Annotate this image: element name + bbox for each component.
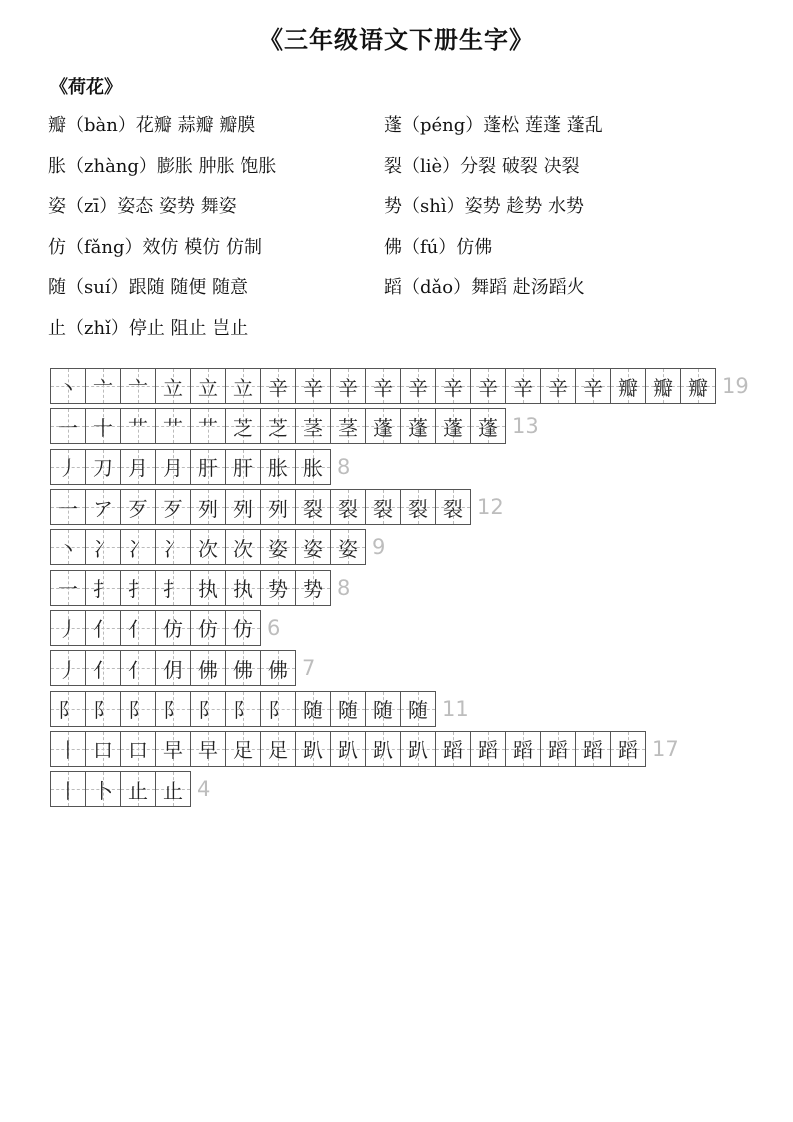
stroke-cell — [261, 369, 296, 403]
stroke-cell — [156, 611, 191, 645]
stroke-cell — [226, 571, 261, 605]
stroke-glyph: 十 — [93, 415, 113, 440]
stroke-glyph: 列 — [268, 496, 288, 521]
stroke-glyph: 冫 — [128, 536, 148, 561]
stroke-grid — [50, 529, 366, 565]
stroke-cell — [226, 692, 261, 726]
vocab-entry: 蹈（dǎo）舞蹈 赴汤蹈火 — [384, 277, 585, 299]
stroke-count: 9 — [372, 535, 386, 560]
stroke-cell — [156, 651, 191, 685]
stroke-count: 6 — [267, 615, 281, 640]
stroke-cell — [191, 611, 226, 645]
stroke-glyph: 茎 — [338, 415, 358, 440]
stroke-count: 12 — [477, 495, 504, 520]
stroke-cell — [436, 732, 471, 766]
vocab-entry: 蓬（péng）蓬松 莲蓬 蓬乱 — [384, 115, 603, 136]
stroke-glyph: 裂 — [338, 496, 358, 521]
stroke-cell — [331, 530, 366, 564]
stroke-cell — [156, 571, 191, 605]
vocab-entry: 佛（fú）仿佛 — [384, 236, 493, 258]
stroke-glyph: 蓬 — [478, 415, 498, 440]
lesson-title: 《荷花》 — [50, 77, 122, 98]
stroke-glyph: 列 — [233, 496, 253, 521]
stroke-cell — [86, 450, 121, 484]
stroke-cell — [261, 450, 296, 484]
stroke-glyph: 立 — [163, 375, 183, 400]
stroke-row — [50, 406, 749, 446]
stroke-glyph: 裂 — [408, 496, 428, 521]
stroke-glyph: 蹈 — [548, 738, 568, 763]
vocab-entry: 姿（zī）姿态 姿势 舞姿 — [48, 196, 237, 218]
stroke-glyph: 仿 — [233, 617, 253, 642]
stroke-glyph: 亠 — [93, 375, 113, 400]
stroke-cell — [331, 369, 366, 403]
stroke-row — [50, 648, 749, 688]
stroke-glyph: 蹈 — [513, 738, 533, 763]
stroke-glyph: 势 — [303, 577, 323, 602]
stroke-glyph: 冫 — [163, 536, 183, 561]
stroke-cell — [541, 732, 576, 766]
stroke-cell — [51, 450, 86, 484]
page-title: 《三年级语文下册生字》 — [259, 26, 534, 54]
stroke-glyph: 蓬 — [373, 415, 393, 440]
stroke-row — [50, 567, 749, 607]
stroke-glyph: 瓣 — [653, 375, 673, 400]
stroke-glyph: 丨 — [58, 778, 78, 803]
stroke-cell — [156, 530, 191, 564]
stroke-glyph: 佛 — [198, 657, 218, 682]
stroke-cell — [576, 369, 611, 403]
stroke-glyph: 次 — [198, 536, 218, 561]
stroke-cell — [51, 369, 86, 403]
stroke-cell — [471, 369, 506, 403]
stroke-cell — [576, 732, 611, 766]
stroke-glyph: 止 — [163, 778, 183, 803]
stroke-glyph: 蓬 — [408, 415, 428, 440]
stroke-cell — [121, 732, 156, 766]
stroke-glyph: 执 — [198, 577, 218, 602]
stroke-cell — [191, 369, 226, 403]
stroke-cell — [296, 409, 331, 443]
stroke-cell — [121, 611, 156, 645]
stroke-row — [50, 447, 749, 487]
stroke-count: 4 — [197, 777, 211, 802]
stroke-cell — [226, 611, 261, 645]
stroke-glyph: 歹 — [163, 496, 183, 521]
stroke-cell — [261, 651, 296, 685]
stroke-cell — [86, 611, 121, 645]
stroke-cell — [191, 651, 226, 685]
stroke-cell — [226, 732, 261, 766]
stroke-glyph: 艹 — [198, 415, 218, 440]
stroke-cell — [401, 490, 436, 524]
stroke-glyph: 早 — [163, 738, 183, 763]
stroke-cell — [296, 369, 331, 403]
stroke-cell — [471, 409, 506, 443]
stroke-cell — [51, 692, 86, 726]
vocab-entry: 裂（liè）分裂 破裂 决裂 — [384, 155, 580, 177]
stroke-glyph: 执 — [233, 577, 253, 602]
stroke-cell — [366, 732, 401, 766]
stroke-glyph: 辛 — [338, 375, 358, 400]
stroke-glyph: 辛 — [443, 375, 463, 400]
stroke-cell — [156, 772, 191, 806]
stroke-glyph: 佛 — [268, 657, 288, 682]
stroke-glyph: 丨 — [58, 738, 78, 763]
stroke-cell — [331, 409, 366, 443]
stroke-cell — [296, 450, 331, 484]
stroke-glyph: 辛 — [478, 375, 498, 400]
stroke-glyph: 歹 — [128, 496, 148, 521]
stroke-glyph: 仿 — [198, 617, 218, 642]
stroke-cell — [156, 369, 191, 403]
stroke-glyph: 足 — [268, 738, 288, 763]
stroke-cell — [51, 651, 86, 685]
stroke-glyph: 亻 — [128, 657, 148, 682]
stroke-cell — [51, 409, 86, 443]
stroke-glyph: 姿 — [268, 536, 288, 561]
stroke-count: 11 — [442, 696, 469, 721]
vocab-entry: 胀（zhàng）膨胀 肿胀 饱胀 — [48, 155, 277, 177]
stroke-cell — [86, 692, 121, 726]
stroke-cell — [401, 692, 436, 726]
stroke-glyph: 蹈 — [618, 738, 638, 763]
stroke-glyph: 阝 — [163, 698, 183, 723]
stroke-glyph: 趴 — [338, 738, 358, 763]
stroke-cell — [51, 772, 86, 806]
stroke-cell — [121, 450, 156, 484]
stroke-cell — [121, 772, 156, 806]
stroke-cell — [366, 409, 401, 443]
vocab-entry: 随（suí）跟随 随便 随意 — [48, 277, 249, 299]
stroke-cell — [226, 450, 261, 484]
stroke-glyph: 口 — [128, 738, 148, 763]
stroke-grid — [50, 650, 296, 686]
stroke-row — [50, 608, 749, 648]
stroke-glyph: 立 — [233, 375, 253, 400]
stroke-cell — [226, 369, 261, 403]
stroke-cell — [646, 369, 681, 403]
stroke-cell — [471, 732, 506, 766]
stroke-cell — [261, 409, 296, 443]
stroke-cell — [156, 692, 191, 726]
stroke-cell — [401, 732, 436, 766]
stroke-row — [50, 688, 749, 728]
vocab-entry: 止（zhǐ）停止 阻止 岂止 — [48, 317, 249, 339]
vocab-entry: 仿（fǎng）效仿 模仿 仿制 — [48, 236, 262, 258]
stroke-grid — [50, 368, 716, 404]
stroke-cell — [121, 409, 156, 443]
stroke-glyph: 丿 — [58, 617, 78, 642]
stroke-glyph: 裂 — [443, 496, 463, 521]
stroke-glyph: 亻 — [128, 617, 148, 642]
stroke-cell — [541, 369, 576, 403]
stroke-cell — [86, 571, 121, 605]
stroke-cell — [296, 571, 331, 605]
stroke-glyph: 瓣 — [618, 375, 638, 400]
stroke-cell — [366, 490, 401, 524]
stroke-cell — [86, 490, 121, 524]
stroke-glyph: 辛 — [513, 375, 533, 400]
stroke-glyph: 刀 — [93, 456, 113, 481]
stroke-cell — [121, 651, 156, 685]
stroke-glyph: 亻 — [93, 617, 113, 642]
stroke-cell — [226, 490, 261, 524]
stroke-cell — [191, 450, 226, 484]
stroke-cell — [226, 530, 261, 564]
stroke-glyph: 蹈 — [583, 738, 603, 763]
stroke-glyph: 肝 — [233, 456, 253, 481]
stroke-glyph: 姿 — [338, 536, 358, 561]
stroke-glyph: 扌 — [93, 577, 113, 602]
stroke-cell — [121, 490, 156, 524]
stroke-glyph: 阝 — [93, 698, 113, 723]
stroke-cell — [121, 692, 156, 726]
stroke-grid — [50, 771, 191, 807]
stroke-cell — [86, 772, 121, 806]
stroke-glyph: 阝 — [268, 698, 288, 723]
stroke-cell — [261, 732, 296, 766]
stroke-glyph: 阝 — [58, 698, 78, 723]
stroke-glyph: 月 — [128, 456, 148, 481]
stroke-row — [50, 366, 749, 406]
stroke-glyph: 冫 — [93, 536, 113, 561]
stroke-cell — [331, 732, 366, 766]
stroke-cell — [156, 409, 191, 443]
stroke-cell — [51, 530, 86, 564]
stroke-grid — [50, 408, 506, 444]
stroke-glyph: 阝 — [233, 698, 253, 723]
stroke-glyph: 势 — [268, 577, 288, 602]
stroke-glyph: 瓣 — [688, 375, 708, 400]
stroke-glyph: 辛 — [373, 375, 393, 400]
stroke-glyph: 丶 — [58, 375, 78, 400]
stroke-cell — [86, 732, 121, 766]
stroke-cell — [296, 490, 331, 524]
stroke-cell — [156, 450, 191, 484]
stroke-cell — [331, 490, 366, 524]
stroke-glyph: 列 — [198, 496, 218, 521]
stroke-glyph: 扌 — [128, 577, 148, 602]
stroke-glyph: 蹈 — [443, 738, 463, 763]
stroke-glyph: 足 — [233, 738, 253, 763]
stroke-cell — [296, 732, 331, 766]
stroke-cell — [261, 490, 296, 524]
stroke-grid — [50, 731, 646, 767]
stroke-glyph: 月 — [163, 456, 183, 481]
stroke-glyph: 早 — [198, 738, 218, 763]
stroke-glyph: 趴 — [373, 738, 393, 763]
stroke-cell — [436, 490, 471, 524]
stroke-glyph: 蹈 — [478, 738, 498, 763]
stroke-glyph: 仴 — [163, 657, 183, 682]
stroke-cell — [86, 530, 121, 564]
stroke-cell — [296, 692, 331, 726]
stroke-glyph: 一 — [58, 415, 78, 440]
stroke-grid — [50, 570, 331, 606]
stroke-cell — [86, 369, 121, 403]
stroke-cell — [611, 369, 646, 403]
stroke-glyph: 蓬 — [443, 415, 463, 440]
stroke-cell — [191, 409, 226, 443]
stroke-count: 17 — [652, 736, 679, 761]
stroke-count: 19 — [722, 374, 749, 399]
stroke-cell — [191, 732, 226, 766]
stroke-cell — [226, 651, 261, 685]
stroke-row — [50, 527, 749, 567]
stroke-glyph: 一 — [58, 496, 78, 521]
stroke-glyph: 立 — [198, 375, 218, 400]
stroke-glyph: 趴 — [408, 738, 428, 763]
stroke-glyph: 辛 — [408, 375, 428, 400]
stroke-glyph: 次 — [233, 536, 253, 561]
stroke-cell — [121, 571, 156, 605]
stroke-cell — [366, 692, 401, 726]
stroke-cell — [51, 490, 86, 524]
stroke-cell — [51, 732, 86, 766]
stroke-cell — [156, 490, 191, 524]
vocab-entry: 瓣（bàn）花瓣 蒜瓣 瓣膜 — [48, 115, 256, 136]
stroke-glyph: 姿 — [303, 536, 323, 561]
stroke-cell — [51, 571, 86, 605]
stroke-count: 8 — [337, 454, 351, 479]
stroke-glyph: 芝 — [268, 415, 288, 440]
stroke-glyph: 丶 — [58, 536, 78, 561]
stroke-glyph: 卜 — [93, 778, 113, 803]
stroke-glyph: 阝 — [128, 698, 148, 723]
stroke-grid — [50, 610, 261, 646]
stroke-cell — [86, 409, 121, 443]
stroke-row — [50, 487, 749, 527]
stroke-cell — [86, 651, 121, 685]
stroke-glyph: 辛 — [303, 375, 323, 400]
stroke-glyph: 仿 — [163, 617, 183, 642]
stroke-cell — [401, 369, 436, 403]
stroke-cell — [436, 409, 471, 443]
stroke-cell — [366, 369, 401, 403]
stroke-count: 7 — [302, 656, 316, 681]
stroke-cell — [226, 409, 261, 443]
stroke-cell — [681, 369, 716, 403]
stroke-glyph: 一 — [58, 577, 78, 602]
stroke-glyph: 胀 — [303, 456, 323, 481]
stroke-cell — [191, 490, 226, 524]
stroke-glyph: 艹 — [128, 415, 148, 440]
stroke-glyph: 裂 — [373, 496, 393, 521]
stroke-grid — [50, 489, 471, 525]
stroke-glyph: 阝 — [198, 698, 218, 723]
stroke-cell — [261, 571, 296, 605]
stroke-glyph: 肝 — [198, 456, 218, 481]
stroke-grid — [50, 691, 436, 727]
stroke-glyph: 茎 — [303, 415, 323, 440]
stroke-glyph: 亻 — [93, 657, 113, 682]
stroke-glyph: 裂 — [303, 496, 323, 521]
stroke-cell — [261, 530, 296, 564]
stroke-cell — [156, 732, 191, 766]
stroke-glyph: 辛 — [268, 375, 288, 400]
stroke-glyph: 亠 — [128, 375, 148, 400]
stroke-glyph: 止 — [128, 778, 148, 803]
stroke-glyph: 丿 — [58, 657, 78, 682]
stroke-cell — [331, 692, 366, 726]
stroke-glyph: 口 — [93, 738, 113, 763]
stroke-cell — [261, 692, 296, 726]
stroke-row — [50, 769, 749, 809]
stroke-glyph: 随 — [338, 698, 358, 723]
stroke-cell — [401, 409, 436, 443]
stroke-cell — [506, 732, 541, 766]
vocab-entry: 势（shì）姿势 趁势 水势 — [384, 196, 585, 218]
stroke-cell — [51, 611, 86, 645]
stroke-glyph: 丿 — [58, 456, 78, 481]
stroke-glyph: ア — [93, 496, 113, 521]
stroke-glyph: 随 — [303, 698, 323, 723]
stroke-glyph: 趴 — [303, 738, 323, 763]
stroke-cell — [191, 692, 226, 726]
stroke-grid — [50, 449, 331, 485]
stroke-cell — [296, 530, 331, 564]
vocabulary-list — [48, 112, 748, 356]
stroke-cell — [191, 571, 226, 605]
stroke-cell — [121, 369, 156, 403]
stroke-glyph: 胀 — [268, 456, 288, 481]
stroke-order-section — [50, 366, 749, 809]
stroke-cell — [191, 530, 226, 564]
stroke-glyph: 随 — [373, 698, 393, 723]
stroke-glyph: 扌 — [163, 577, 183, 602]
stroke-glyph: 辛 — [583, 375, 603, 400]
stroke-glyph: 芝 — [233, 415, 253, 440]
stroke-cell — [506, 369, 541, 403]
stroke-glyph: 辛 — [548, 375, 568, 400]
stroke-count: 13 — [512, 414, 539, 439]
stroke-glyph: 随 — [408, 698, 428, 723]
stroke-count: 8 — [337, 575, 351, 600]
stroke-glyph: 佛 — [233, 657, 253, 682]
stroke-cell — [121, 530, 156, 564]
stroke-row — [50, 729, 749, 769]
stroke-cell — [436, 369, 471, 403]
stroke-cell — [611, 732, 646, 766]
stroke-glyph: 艹 — [163, 415, 183, 440]
